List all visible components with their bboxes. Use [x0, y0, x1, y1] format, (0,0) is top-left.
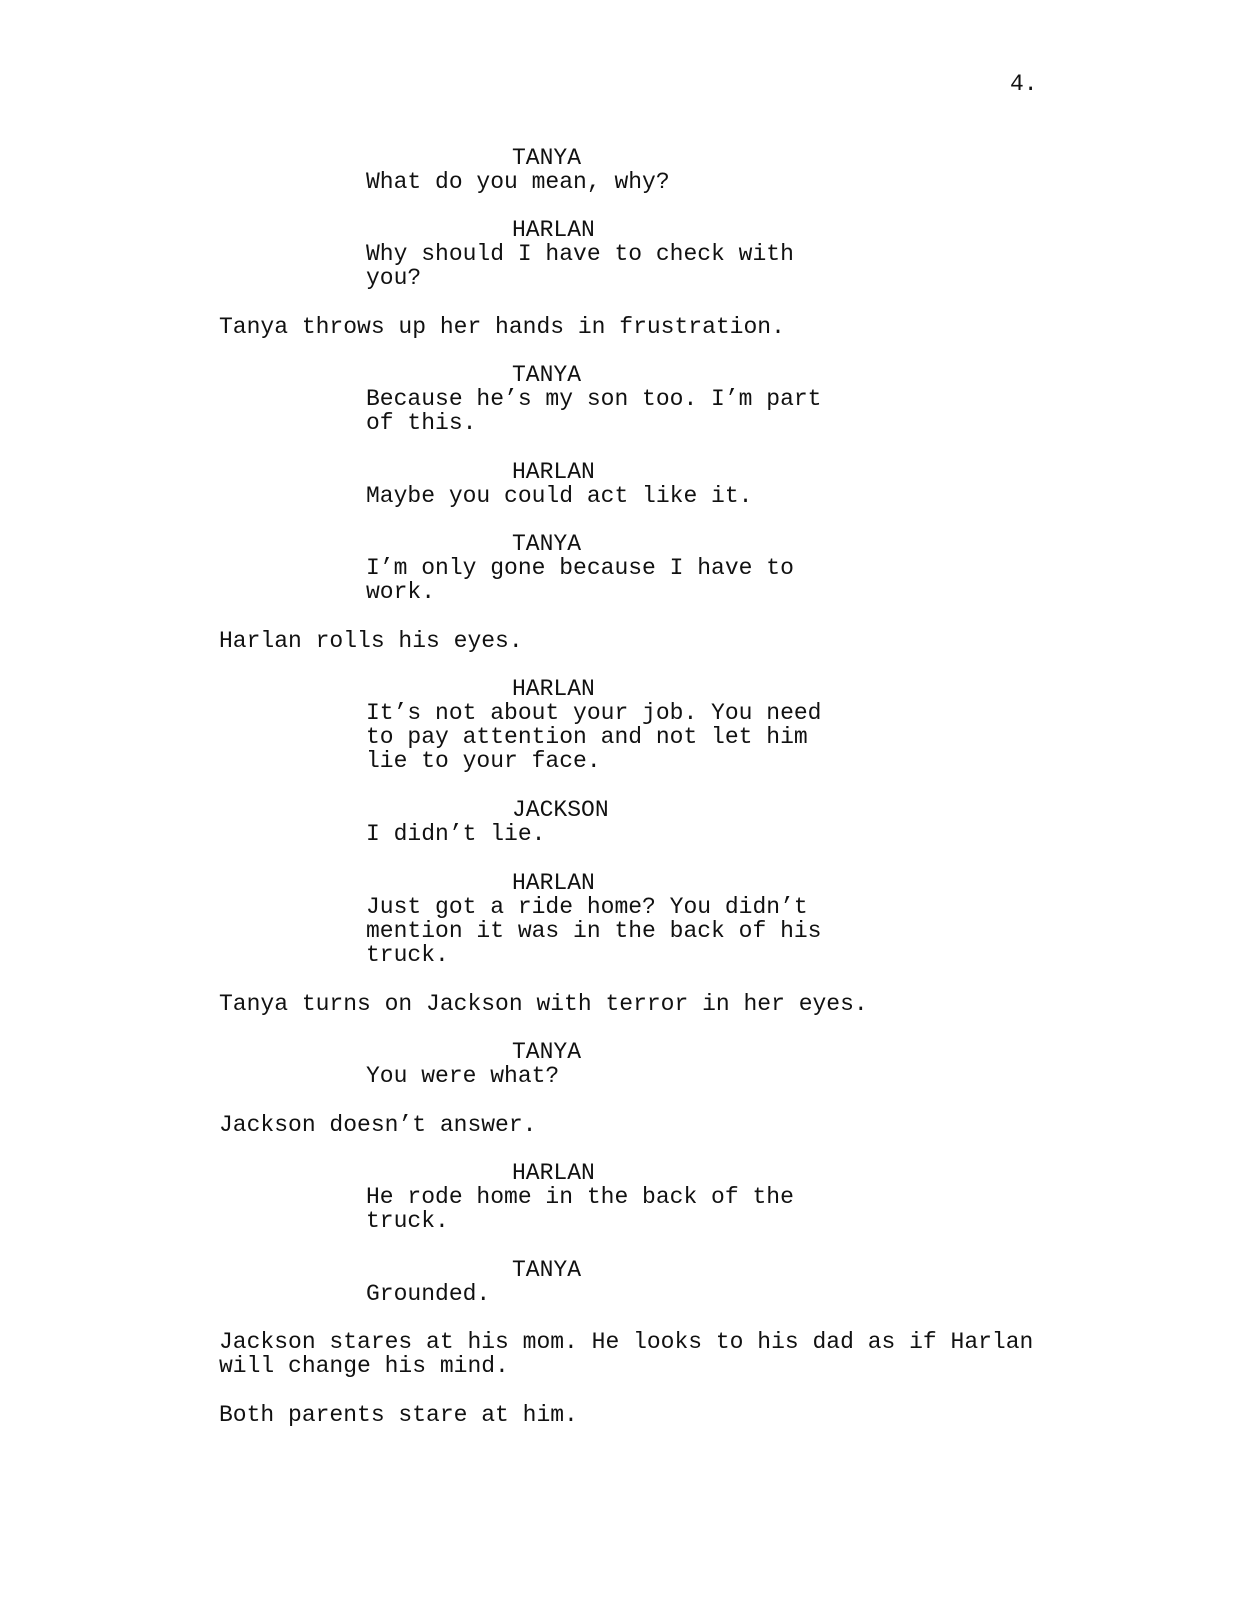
dialogue-line: Grounded.	[366, 1281, 491, 1307]
action-line: Harlan rolls his eyes.	[219, 628, 523, 654]
dialogue-line: Just got a ride home? You didn’t mention it was in the back of his truck.	[366, 894, 822, 969]
dialogue-line: What do you mean, why?	[366, 169, 670, 195]
character-name: HARLAN	[512, 676, 595, 702]
dialogue-line: I didn’t lie.	[366, 821, 546, 847]
action-line: Jackson doesn’t answer.	[219, 1112, 537, 1138]
character-name: TANYA	[512, 145, 582, 171]
dialogue-line: Why should I have to check with you?	[366, 241, 794, 292]
dialogue-line: It’s not about your job. You need to pay attention and not let him lie to your face.	[366, 700, 822, 775]
character-name: TANYA	[512, 1039, 582, 1065]
character-name: HARLAN	[512, 217, 595, 243]
page-number: 4.	[1010, 71, 1038, 97]
character-name: JACKSON	[512, 797, 609, 823]
character-name: HARLAN	[512, 1160, 595, 1186]
dialogue-line: Because he’s my son too. I’m part of this.	[366, 386, 822, 437]
dialogue-line: I’m only gone because I have to work.	[366, 555, 794, 606]
character-name: HARLAN	[512, 459, 595, 485]
action-line: Tanya turns on Jackson with terror in her eyes.	[219, 991, 868, 1017]
dialogue-line: Maybe you could act like it.	[366, 483, 753, 509]
character-name: TANYA	[512, 1257, 582, 1283]
action-line: Tanya throws up her hands in frustration.	[219, 314, 785, 340]
action-line: Jackson stares at his mom. He looks to his dad as if Harlan will change his mind.	[219, 1329, 1034, 1380]
dialogue-line: You were what?	[366, 1063, 560, 1089]
character-name: HARLAN	[512, 870, 595, 896]
action-line: Both parents stare at him.	[219, 1402, 578, 1428]
dialogue-line: He rode home in the back of the truck.	[366, 1184, 794, 1235]
character-name: TANYA	[512, 362, 582, 388]
character-name: TANYA	[512, 531, 582, 557]
